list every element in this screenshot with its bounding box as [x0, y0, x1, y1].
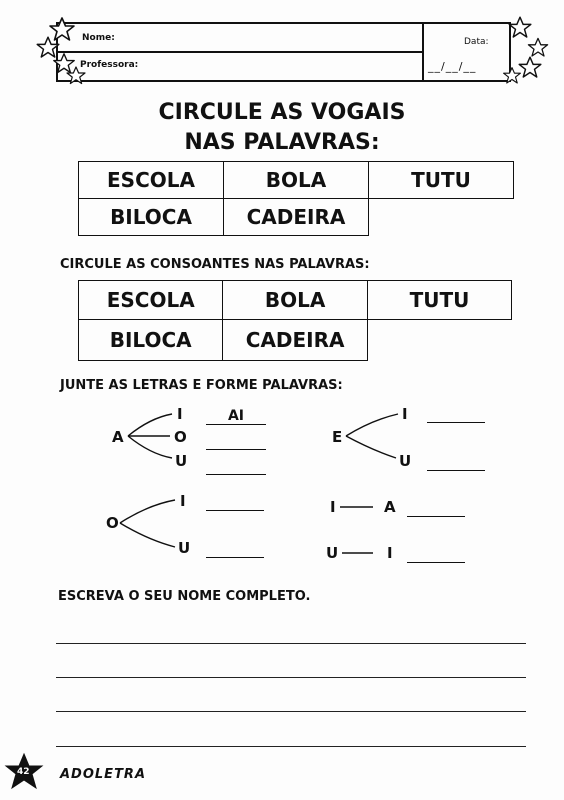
word-cell[interactable]: TUTU	[367, 281, 511, 320]
branch-letter: I	[402, 405, 408, 423]
page-title-line1: CIRCULE AS VOGAIS	[158, 100, 406, 125]
root-letter: O	[106, 514, 119, 532]
word-cell[interactable]: CADEIRA	[224, 199, 369, 236]
word-cell[interactable]: TUTU	[369, 162, 514, 199]
answer-blank[interactable]	[206, 541, 264, 558]
date-field[interactable]: __/__/__	[428, 60, 477, 73]
word-cell[interactable]: ESCOLA	[79, 162, 224, 199]
word-cell[interactable]: ESCOLA	[79, 281, 223, 320]
join-letters-heading: JUNTE AS LETRAS E FORME PALAVRAS:	[60, 378, 343, 393]
branch-letter: U	[175, 452, 188, 470]
answer-blank[interactable]	[427, 454, 485, 471]
root-letter: E	[332, 428, 343, 446]
answer-blank[interactable]: AI	[206, 408, 266, 425]
pair-right-letter: A	[384, 498, 396, 516]
answer-blank[interactable]	[206, 458, 266, 475]
branch-letter: U	[178, 539, 191, 557]
word-cell[interactable]: BOLA	[223, 281, 368, 320]
writing-line[interactable]	[56, 643, 526, 644]
full-name-heading: ESCREVA O SEU NOME COMPLETO.	[58, 589, 311, 604]
word-cell[interactable]: CADEIRA	[223, 320, 368, 361]
word-cell[interactable]: BILOCA	[79, 199, 224, 236]
answer-blank[interactable]	[427, 406, 485, 423]
page-title-line2: NAS PALAVRAS:	[184, 130, 380, 155]
pair-right-letter: I	[387, 544, 393, 562]
branch-letter: I	[177, 405, 183, 423]
writing-line[interactable]	[56, 677, 526, 678]
page-number: 42	[17, 767, 30, 777]
branch-letter: I	[180, 492, 186, 510]
answer-blank[interactable]	[407, 500, 465, 517]
date-label: Data:	[464, 37, 489, 47]
brand-logo: ADOLETRA	[60, 767, 147, 782]
answer-blank[interactable]	[206, 494, 264, 511]
branch-letter: O	[174, 428, 187, 446]
consonants-heading: CIRCULE AS CONSOANTES NAS PALAVRAS:	[60, 257, 370, 272]
branch-letter: U	[399, 452, 412, 470]
pair-left-letter: U	[326, 544, 339, 562]
pair-left-letter: I	[330, 498, 336, 516]
teacher-label: Professora:	[80, 60, 139, 70]
word-cell[interactable]: BOLA	[224, 162, 369, 199]
answer-blank[interactable]	[407, 546, 465, 563]
name-label: Nome:	[82, 33, 115, 43]
root-letter: A	[112, 428, 124, 446]
answer-blank[interactable]	[206, 433, 266, 450]
writing-line[interactable]	[56, 746, 526, 747]
writing-line[interactable]	[56, 711, 526, 712]
word-cell[interactable]: BILOCA	[79, 320, 223, 361]
